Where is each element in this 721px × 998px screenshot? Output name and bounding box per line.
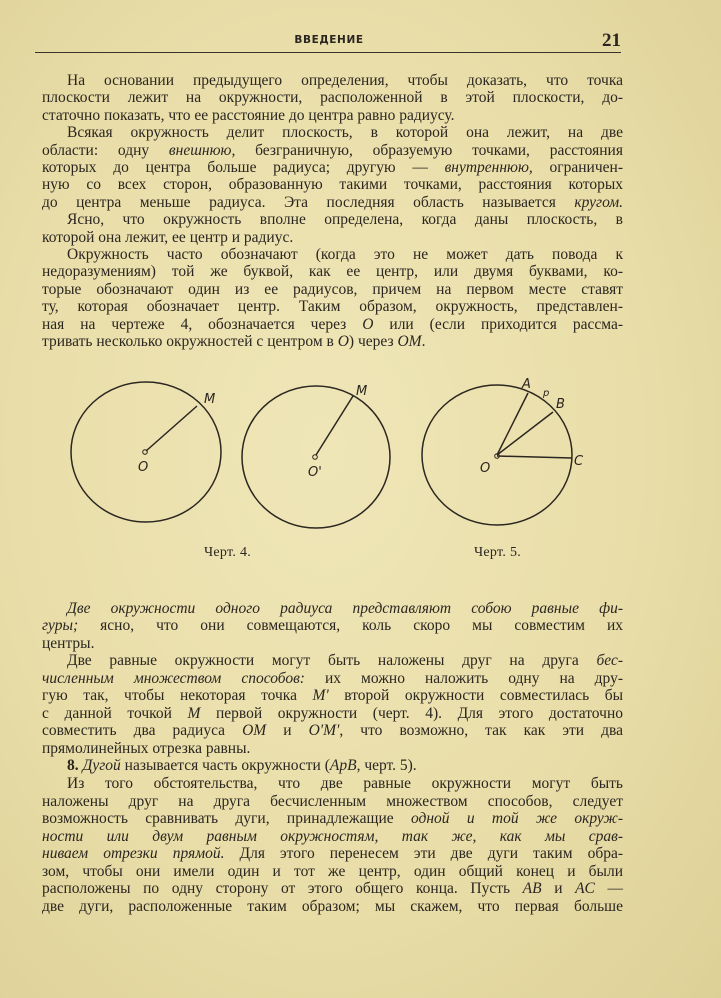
italic-text: бес- bbox=[596, 652, 623, 670]
text-segment: ясно, что они совмещаются, коль скоро мы совместим их bbox=[78, 617, 623, 635]
text-segment: которой она лежит, ее центр и радиус. bbox=[42, 228, 294, 246]
text-segment: статочно показать, что ее расстояние до центра равно радиусу. bbox=[42, 106, 455, 124]
text-segment: области: одну bbox=[42, 141, 169, 159]
text-segment: наложены друг на друга бесчисленным множеством способов, следует bbox=[42, 792, 623, 810]
label-p: p bbox=[543, 388, 550, 399]
caption-figure-5: Черт. 5. bbox=[474, 545, 522, 560]
radius-oc bbox=[497, 456, 572, 458]
section-number: 8. bbox=[67, 757, 79, 775]
italic-text: кругом. bbox=[574, 193, 623, 211]
italic-text: ниваем отрезки прямой. bbox=[42, 845, 225, 863]
text-segment: первой окружности (черт. 4). Для этого достаточно bbox=[200, 704, 623, 722]
text-segment: Из того обстоятельства, что две равные окружности могут быть bbox=[67, 775, 623, 792]
text-segment: расположены по одну сторону от этого общего конца. Пусть bbox=[42, 880, 523, 898]
label-b: B bbox=[556, 397, 565, 412]
italic-text: внешнюю, bbox=[168, 141, 236, 159]
caption-figure-4: Черт. 4. bbox=[204, 545, 252, 560]
text-segment: . bbox=[421, 333, 426, 350]
italic-text: одной и той же окруж- bbox=[410, 810, 623, 828]
italic-text: AB bbox=[522, 880, 542, 898]
text-segment: до центра меньше радиуса. Эта последняя область называется bbox=[42, 193, 575, 211]
text-segment: и bbox=[541, 880, 576, 898]
text-segment: и bbox=[266, 722, 309, 740]
italic-text: ApB bbox=[329, 757, 357, 775]
italic-text: M bbox=[187, 704, 201, 722]
radius-om bbox=[146, 406, 197, 451]
italic-text: гуры; bbox=[42, 617, 79, 635]
text-segment: Всякая окружность делит плоскость, в которой она лежит, на две bbox=[67, 124, 623, 142]
text-segment: Окружность часто обозначают (когда это не может дать повода к bbox=[67, 246, 623, 263]
text-segment: ную со всех сторон, образованную такими точками, расстояния которых bbox=[42, 176, 623, 194]
italic-text: AC bbox=[575, 880, 595, 898]
text-segment: — bbox=[594, 880, 624, 898]
label-m-2: M bbox=[356, 384, 368, 399]
text-segment: , черт. 5). bbox=[356, 757, 417, 775]
text-segment: с данной точкой bbox=[42, 704, 188, 722]
text-segment: которых до центра больше радиуса; другую — bbox=[42, 159, 445, 176]
text-segment: , что возможно, так как эти два bbox=[339, 722, 623, 740]
text-segment: или (если приходится рассма- bbox=[373, 315, 623, 333]
italic-text: OM bbox=[397, 333, 422, 350]
text-segment: возможность сравнивать дуги, принадлежащие bbox=[42, 810, 411, 828]
text-segment: ограничен- bbox=[532, 159, 623, 176]
label-o-fig5: O bbox=[480, 461, 491, 476]
running-header: ВВЕДЕНИЕ bbox=[294, 34, 364, 46]
text-segment: ) через bbox=[348, 333, 398, 350]
text-segment: две дуги, расположенные таким образом; мы скажем, что первая больше bbox=[42, 897, 623, 915]
text-segment: недоразумениям) той же буквой, как ее центр, или двумя буквами, ко- bbox=[42, 263, 623, 281]
figure-5 bbox=[422, 385, 572, 525]
italic-text: ности или двум равным окружностям, так же, как мы срав- bbox=[42, 827, 623, 845]
italic-text: внутреннюю, bbox=[444, 159, 533, 176]
radius-oa bbox=[497, 393, 528, 455]
italic-text: O bbox=[362, 315, 374, 333]
italic-text: Две окружности одного радиуса представляют собою равные фи- bbox=[67, 599, 623, 617]
text-segment: торые обозначают один из ее радиусов, причем на первом месте ставят bbox=[42, 280, 623, 298]
text-segment: совместить два радиуса bbox=[42, 722, 243, 740]
center-point-o-prime bbox=[313, 455, 318, 460]
circle-o bbox=[71, 382, 221, 522]
label-o-prime: O' bbox=[308, 465, 322, 480]
radius-o-prime-m bbox=[316, 396, 353, 455]
radius-ob bbox=[497, 412, 553, 455]
page-number: 21 bbox=[602, 30, 621, 51]
text-segment: Ясно, что окружность вполне определена, когда даны плоскость, в bbox=[67, 211, 623, 229]
label-c: C bbox=[574, 454, 584, 469]
italic-text: M' bbox=[312, 687, 329, 705]
text-segment: плоскости лежит на окружности, расположенной в этой плоскости, до- bbox=[42, 89, 623, 107]
text-segment: их можно наложить одну на дру- bbox=[304, 669, 623, 687]
italic-text: O'M' bbox=[308, 722, 340, 740]
text-segment: зом, чтобы они имели один и тот же центр, один общий конец и были bbox=[42, 862, 623, 880]
label-o-1: O bbox=[138, 460, 149, 475]
figure-4 bbox=[71, 382, 390, 528]
text-segment: прямолинейных отрезка равны. bbox=[42, 739, 251, 757]
italic-text: численным множеством способов: bbox=[42, 669, 305, 687]
circle-o-prime bbox=[242, 386, 390, 528]
text-segment: центры. bbox=[42, 634, 95, 652]
text-segment: Две равные окружности могут быть наложены друг на друга bbox=[67, 652, 597, 670]
text-segment: гую так, чтобы некоторая точка bbox=[42, 687, 313, 705]
label-a: A bbox=[522, 377, 531, 392]
italic-text: OM bbox=[242, 722, 267, 740]
italic-text: Дугой bbox=[82, 757, 121, 775]
text-segment: На основании предыдущего определения, чтобы доказать, что точка bbox=[67, 72, 623, 89]
text-segment: Для этого перенесем эти две дуги таким обра- bbox=[224, 845, 623, 863]
italic-text: O bbox=[337, 333, 349, 350]
text-segment: безграничную, образуемую точками, расстояния bbox=[235, 141, 623, 159]
label-m-1: M bbox=[204, 392, 216, 407]
text-segment: ту, которая обозначает центр. Таким образом, окружность, представлен- bbox=[42, 298, 623, 316]
text-segment: второй окружности совместилась бы bbox=[328, 687, 624, 705]
text-segment: называется часть окружности ( bbox=[120, 757, 330, 775]
text-segment: тривать несколько окружностей с центром в bbox=[42, 333, 338, 350]
center-point-o bbox=[143, 450, 148, 455]
text-segment: ная на чертеже 4, обозначается через bbox=[42, 315, 363, 333]
